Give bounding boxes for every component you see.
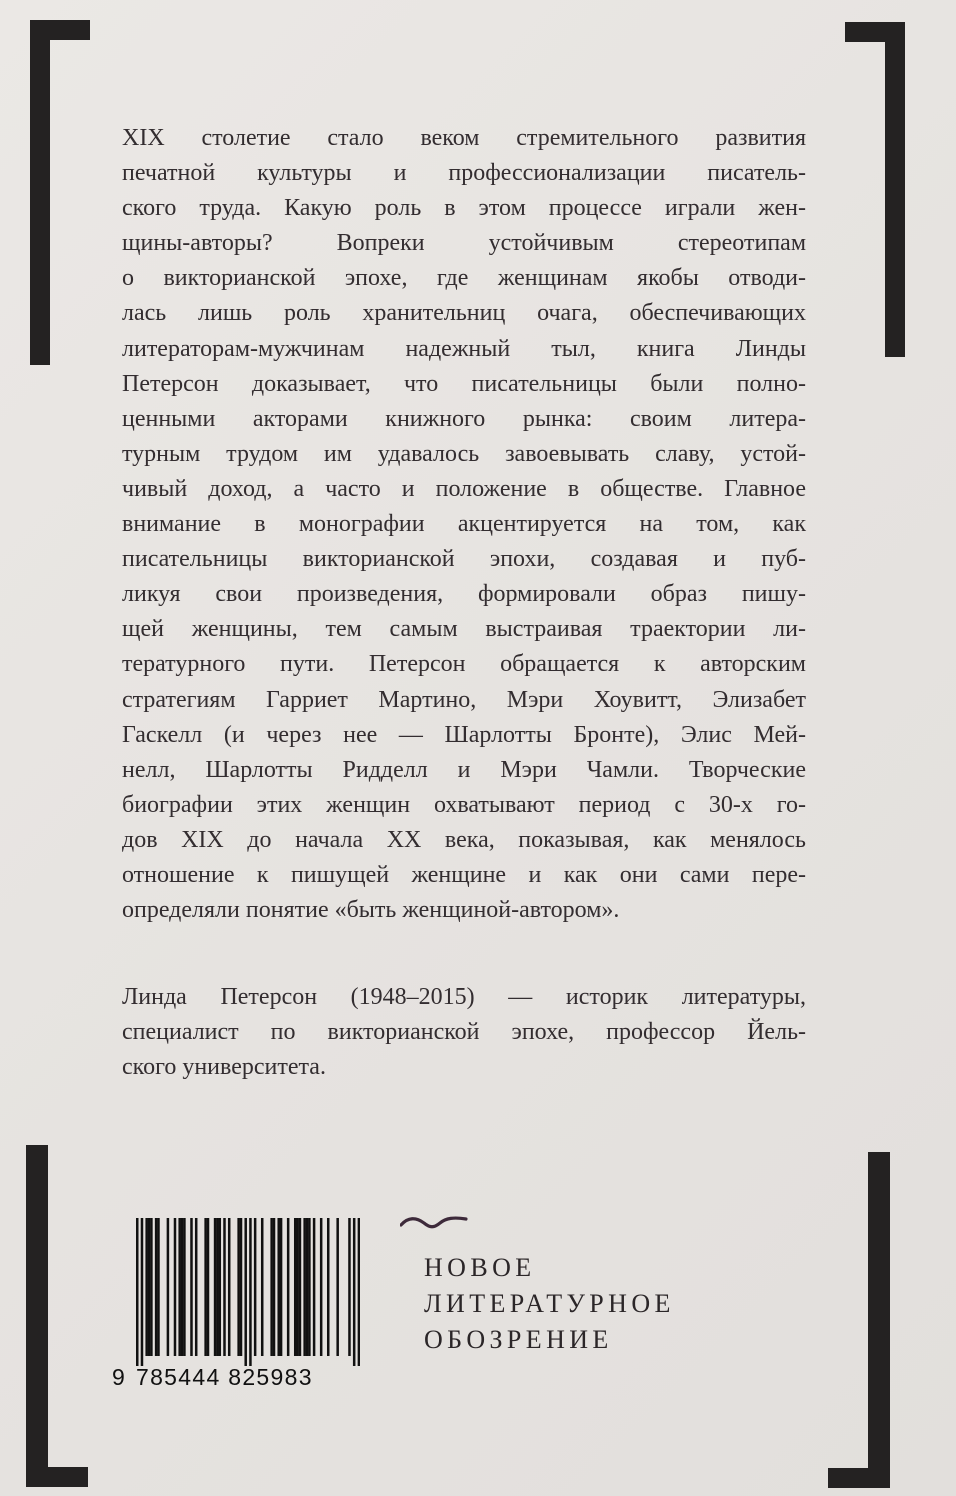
bracket-bottom-left — [26, 1145, 88, 1487]
bracket-top-left — [30, 20, 90, 365]
barcode-bar — [306, 1218, 309, 1356]
annotation-line: писательницы викторианской эпохи, создавая и пуб- — [122, 546, 806, 573]
barcode-bar — [296, 1218, 299, 1356]
annotation-line: дов XIX до начала XX века, показывая, как менялось — [122, 826, 806, 853]
annotation-line: стратегиям Гарриет Мартино, Мэри Хоувитт, Элизабет — [122, 686, 806, 713]
annotation-line: XIX столетие стало веком стремительного развития — [122, 125, 806, 151]
annotation-line: чивый доход, а часто и положение в обществе. Главное — [122, 475, 806, 502]
annotation-line: печатной культуры и профессионализации писатель- — [122, 160, 806, 187]
barcode-bar — [228, 1218, 231, 1356]
barcode-bar — [237, 1218, 240, 1356]
barcode-bar — [273, 1218, 276, 1356]
annotation-line: нелл, Шарлотты Ридделл и Мэри Чамли. Творческие — [122, 756, 806, 783]
barcode-bars — [136, 1218, 360, 1366]
barcode-bar — [183, 1218, 186, 1356]
annotation-line: тературного пути. Петерсон обращается к авторским — [122, 651, 806, 678]
publisher-tilde-mark-icon — [400, 1214, 468, 1232]
barcode-bar — [280, 1218, 283, 1356]
annotation-line: отношение к пишущей женщине и как они сами пере- — [122, 861, 806, 888]
barcode-bar — [336, 1218, 339, 1356]
barcode-bar — [294, 1218, 297, 1356]
author-note-line: ского университета. — [122, 1054, 326, 1081]
barcode-bar — [240, 1218, 243, 1356]
annotation-line: щей женщины, тем самым выстраивая траектории ли- — [122, 616, 806, 643]
annotation-line: Гаскелл (и через нее — Шарлотты Бронте), Элис Мей- — [122, 721, 806, 748]
barcode-bar — [320, 1218, 323, 1356]
publisher-line: ЛИТЕРАТУРНОЕ — [424, 1289, 675, 1318]
annotation-line: определяли понятие «быть женщиной-автором». — [122, 897, 620, 924]
annotation-line: внимание в монографии акцентируется на том, как — [122, 511, 806, 538]
barcode-bar — [150, 1218, 153, 1356]
barcode-bar — [178, 1218, 181, 1356]
annotation-line: Петерсон доказывает, что писательницы были полно- — [122, 370, 806, 397]
barcode-bar — [167, 1218, 170, 1356]
barcode-bar — [223, 1218, 226, 1356]
barcode-bar — [254, 1218, 257, 1356]
barcode-bar — [244, 1218, 247, 1366]
barcode-bar — [190, 1218, 193, 1356]
bracket-bottom-right — [828, 1152, 890, 1488]
publisher-line: ОБОЗРЕНИЕ — [424, 1325, 613, 1354]
barcode-bar — [249, 1218, 252, 1366]
annotation-line: биографии этих женщин охватывают период с 30-х го- — [122, 791, 806, 818]
barcode-bar — [155, 1218, 158, 1356]
annotation-line: ского труда. Какую роль в этом процессе играли жен- — [122, 195, 806, 222]
barcode-bar — [145, 1218, 148, 1356]
annotation-line: литераторам-мужчинам надежный тыл, книга Линды — [122, 335, 806, 362]
publisher-name — [424, 1250, 675, 1358]
barcode-bar — [270, 1218, 273, 1356]
publisher-line: НОВОЕ — [424, 1253, 536, 1282]
barcode-bar — [219, 1218, 222, 1356]
barcode-bar — [313, 1218, 316, 1356]
barcode-bar — [181, 1218, 184, 1356]
barcode-first-digit: 9 — [112, 1364, 126, 1390]
annotation-line: лась лишь роль хранительниц очага, обеспечивающих — [122, 300, 806, 327]
barcode-bar — [207, 1218, 210, 1356]
barcode-bar — [174, 1218, 177, 1356]
annotation-line: о викторианской эпохе, где женщинам якобы отводи- — [122, 265, 806, 292]
barcode-bar — [157, 1218, 160, 1356]
barcode-bar — [195, 1218, 198, 1356]
bracket-top-right — [845, 22, 905, 357]
barcode-bar — [148, 1218, 151, 1356]
barcode-bar — [214, 1218, 217, 1356]
barcode-bar — [303, 1218, 306, 1356]
annotation-line: турным трудом им удавалось завоевывать славу, устой- — [122, 440, 806, 467]
isbn-barcode — [112, 1218, 364, 1388]
barcode-bar — [287, 1218, 290, 1356]
barcode-bar — [308, 1218, 311, 1356]
barcode-digits: 785444 825983 — [136, 1364, 313, 1390]
barcode-bar — [216, 1218, 219, 1356]
annotation-line: щины-авторы? Вопреки устойчивым стереотипам — [122, 230, 806, 257]
author-note-line: специалист по викторианской эпохе, профессор Йель- — [122, 1019, 806, 1046]
barcode-bar — [353, 1218, 356, 1366]
annotation-line: ликуя свои произведения, формировали образ пишу- — [122, 581, 806, 608]
barcode-bar — [261, 1218, 264, 1356]
barcode-bar — [204, 1218, 207, 1356]
barcode-bar — [136, 1218, 139, 1366]
barcode-bar — [348, 1218, 351, 1356]
barcode-bar — [277, 1218, 280, 1356]
barcode-bar — [141, 1218, 144, 1366]
book-annotation — [122, 121, 806, 928]
annotation-line: ценными акторами книжного рынка: своим литера- — [122, 405, 806, 432]
author-note — [122, 980, 806, 1085]
barcode-bar — [327, 1218, 330, 1356]
barcode-bar — [358, 1218, 360, 1366]
barcode-bar — [299, 1218, 302, 1356]
author-note-line: Линда Петерсон (1948–2015) — историк литературы, — [122, 984, 806, 1010]
